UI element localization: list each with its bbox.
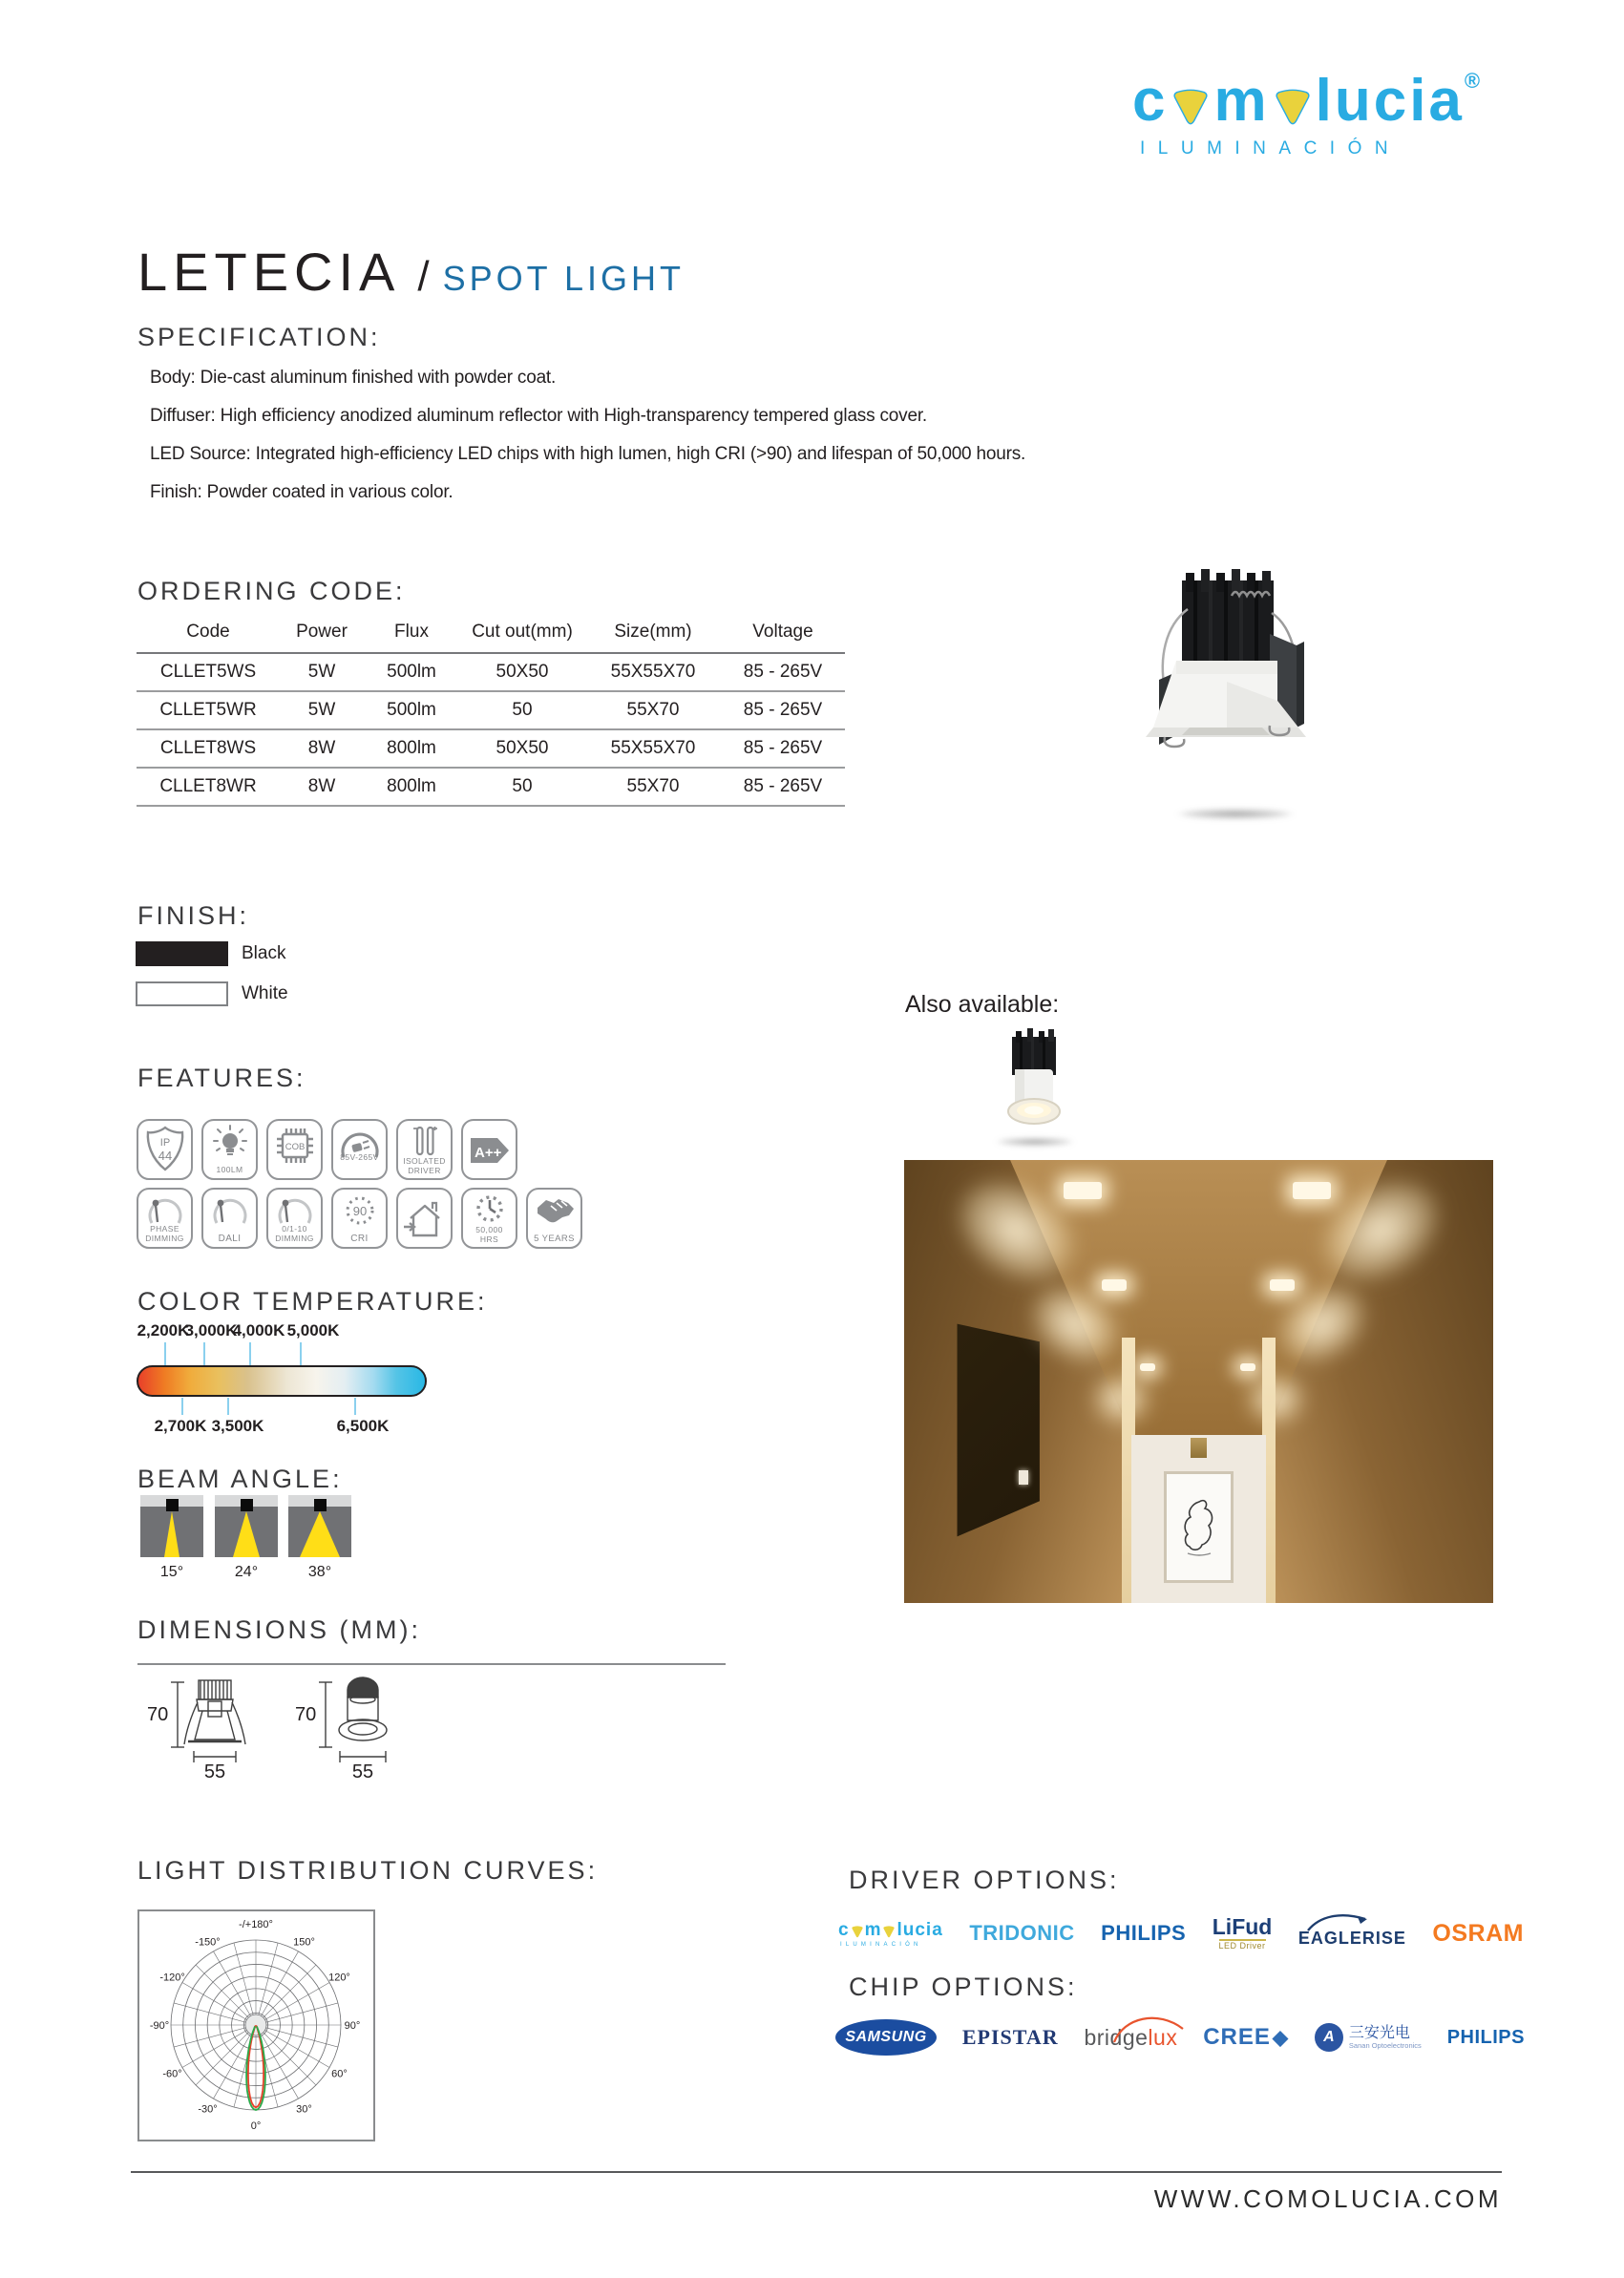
- chip-logo-samsung: SAMSUNG: [835, 2019, 937, 2056]
- svg-text:70: 70: [295, 1704, 317, 1725]
- svg-text:55: 55: [203, 1761, 226, 1782]
- table-cell: 50X50: [459, 653, 585, 691]
- svg-text:44: 44: [158, 1149, 172, 1163]
- beam-diagram-38: [288, 1495, 351, 1557]
- energy-class-icon: [461, 1119, 517, 1180]
- white-swatch: [136, 981, 228, 1006]
- ct-tick: [354, 1398, 356, 1415]
- features-heading: FEATURES:: [137, 1064, 306, 1092]
- table-cell: CLLET8WS: [137, 729, 280, 768]
- table-cell: 55X55X70: [585, 729, 721, 768]
- ordering-table: [137, 612, 845, 807]
- table-cell: 800lm: [364, 768, 459, 806]
- registered-mark: ®: [1464, 69, 1484, 93]
- product-photo-round-spotlight: [999, 1027, 1069, 1134]
- ct-label: 6,500K: [336, 1417, 390, 1435]
- driver-logo-eaglerise: EAGLERISE: [1298, 1919, 1406, 1949]
- svg-text:150°: 150°: [293, 1936, 315, 1949]
- table-cell: 50: [459, 691, 585, 729]
- table-cell: 85 - 265V: [721, 768, 845, 806]
- swatch-label: White: [242, 983, 288, 1003]
- chip-logo-sanan: A 三安光电 Sanan Optoelectronics: [1315, 2023, 1422, 2052]
- table-cell: 500lm: [364, 691, 459, 729]
- driver-logo-lifud: LiFud LED Driver: [1212, 1914, 1273, 1951]
- chip-logo-philips: PHILIPS: [1446, 2026, 1525, 2048]
- footer-rule: [131, 2171, 1502, 2173]
- driver-logo-comolucia: c m lucia ILUMINACIÓN: [838, 1919, 943, 1948]
- specification-list: [150, 359, 1025, 512]
- table-cell: 5W: [280, 653, 364, 691]
- corridor-application-photo: [904, 1160, 1493, 1603]
- svg-text:70: 70: [147, 1704, 169, 1725]
- table-cell: CLLET5WR: [137, 691, 280, 729]
- svg-text:90: 90: [352, 1204, 367, 1218]
- table-cell: 8W: [280, 768, 364, 806]
- ct-label: 4,000K: [232, 1321, 285, 1339]
- brand-logo: [1132, 67, 1483, 159]
- isolated-driver-icon: ISOLATED DRIVER: [396, 1119, 453, 1180]
- svg-text:-30°: -30°: [198, 2103, 218, 2116]
- divider-rule: [137, 1663, 726, 1665]
- ordering-code-heading: ORDERING CODE:: [137, 577, 406, 605]
- driver-logos-row: [838, 1908, 1524, 1959]
- ct-tick: [203, 1342, 205, 1365]
- specification-heading: SPECIFICATION:: [137, 323, 381, 351]
- product-name: LETECIA: [137, 242, 401, 302]
- svg-text:-120°: -120°: [159, 1972, 185, 1984]
- svg-text:55: 55: [351, 1761, 374, 1782]
- features-row-1: [137, 1119, 526, 1180]
- svg-text:120°: 120°: [328, 1972, 350, 1984]
- svg-text:30°: 30°: [296, 2103, 312, 2116]
- logo-letter: m: [1213, 68, 1270, 134]
- product-shadow: [981, 1136, 1088, 1148]
- svg-text:COB: COB: [285, 1142, 305, 1152]
- footer-url: WWW.COMOLUCIA.COM: [1153, 2184, 1502, 2213]
- warranty-handshake-icon: 5 YEARS: [526, 1188, 582, 1249]
- product-photo-square-spotlight: [1127, 567, 1332, 811]
- indoor-use-house-icon: [396, 1188, 453, 1249]
- driver-logo-tridonic: TRIDONIC: [969, 1921, 1075, 1945]
- recessed-light: [1140, 1363, 1155, 1371]
- chip-logo-epistar: EPISTAR: [961, 2025, 1059, 2049]
- finish-option-white: [136, 981, 288, 1006]
- artwork-frame: [1164, 1471, 1234, 1582]
- column-header: Voltage: [721, 612, 845, 653]
- black-swatch: [136, 941, 228, 966]
- spec-item: Body: Die-cast aluminum finished with powder coat.: [150, 368, 557, 388]
- title-separator: /: [417, 253, 430, 300]
- svg-text:-60°: -60°: [162, 2068, 182, 2080]
- table-row: [137, 653, 845, 691]
- recessed-light: [1064, 1182, 1102, 1199]
- polar-chart-box: [137, 1909, 375, 2141]
- spec-item: Diffuser: High efficiency anodized aluminum reflector with High-transparency tempered glass cover.: [150, 406, 927, 426]
- chip-logo-bridgelux: bridgelux: [1084, 2025, 1177, 2051]
- cri-icon: 90 CRI: [331, 1188, 388, 1249]
- ct-tick: [300, 1342, 302, 1365]
- ip44-shield-icon: [137, 1119, 193, 1180]
- table-cell: 55X70: [585, 768, 721, 806]
- dimension-drawing-square: [134, 1673, 296, 1782]
- table-row: [137, 768, 845, 806]
- column-header: Flux: [364, 612, 459, 653]
- table-cell: CLLET8WR: [137, 768, 280, 806]
- svg-text:A++: A++: [474, 1145, 501, 1161]
- driver-logo-philips: PHILIPS: [1101, 1921, 1187, 1945]
- recessed-light: [1270, 1279, 1295, 1291]
- lifespan-clock-icon: 50,000 HRS: [461, 1188, 517, 1249]
- beam-angle-value: 24°: [234, 1564, 259, 1580]
- beam-diagram-24: [215, 1495, 278, 1557]
- dimension-drawing-round: [282, 1673, 444, 1782]
- color-temperature-heading: COLOR TEMPERATURE:: [137, 1287, 488, 1316]
- spec-item: LED Source: Integrated high-efficiency LED chips with high lumen, high CRI (>90) and lifespan of 50,000 hours.: [150, 444, 1026, 464]
- recessed-light: [1102, 1279, 1127, 1291]
- finish-heading: FINISH:: [137, 901, 250, 930]
- table-cell: 85 - 265V: [721, 691, 845, 729]
- ct-label: 5,000K: [286, 1321, 340, 1339]
- ct-tick: [181, 1398, 183, 1415]
- table-cell: 500lm: [364, 653, 459, 691]
- artwork-sketch: [1176, 1490, 1220, 1565]
- table-cell: 50: [459, 768, 585, 806]
- product-category: SPOT LIGHT: [442, 259, 685, 298]
- logo-triangle-icon: [1171, 86, 1211, 126]
- page-title: [137, 241, 685, 303]
- table-header-row: [137, 612, 845, 653]
- polar-distribution-chart: [139, 1911, 373, 2140]
- logo-letter: c: [1132, 68, 1169, 134]
- dimensions-heading: DIMENSIONS (MM):: [137, 1615, 421, 1644]
- beam-angle-value: 15°: [159, 1564, 184, 1580]
- svg-text:-150°: -150°: [195, 1936, 221, 1949]
- svg-text:0°: 0°: [250, 2120, 262, 2132]
- light-switch: [1019, 1470, 1028, 1485]
- driver-logo-osram: OSRAM: [1432, 1919, 1524, 1947]
- sanan-mark-icon: A: [1315, 2023, 1343, 2052]
- ct-label: 3,000K: [184, 1321, 238, 1339]
- column-header: Cut out(mm): [459, 612, 585, 653]
- also-available-label: Also available:: [905, 991, 1060, 1018]
- table-cell: 55X55X70: [585, 653, 721, 691]
- svg-text:-/+180°: -/+180°: [239, 1919, 273, 1930]
- product-shadow: [1155, 807, 1316, 821]
- phase-dimming-icon: PHASE DIMMING: [137, 1188, 193, 1249]
- table-row: [137, 691, 845, 729]
- svg-text:90°: 90°: [344, 2020, 361, 2032]
- table-cell: 85 - 265V: [721, 653, 845, 691]
- beam-angle-heading: BEAM ANGLE:: [137, 1465, 343, 1493]
- recessed-light: [1293, 1182, 1331, 1199]
- table-cell: 800lm: [364, 729, 459, 768]
- diamond-icon: ◆: [1272, 2026, 1290, 2049]
- logo-triangle-icon: [1273, 86, 1313, 126]
- column-header: Code: [137, 612, 280, 653]
- ct-tick: [227, 1398, 229, 1415]
- ct-tick: [164, 1342, 166, 1365]
- driver-options-heading: DRIVER OPTIONS:: [849, 1866, 1120, 1894]
- ct-label: 3,500K: [211, 1417, 264, 1435]
- spec-item: Finish: Powder coated in various color.: [150, 482, 453, 502]
- swatch-label: Black: [242, 943, 286, 963]
- bridgelux-arc-icon: [1112, 2012, 1185, 2044]
- table-cell: 55X70: [585, 691, 721, 729]
- beam-angle-value: 38°: [307, 1564, 332, 1580]
- table-cell: 50X50: [459, 729, 585, 768]
- ct-label: 2,200K: [137, 1321, 190, 1339]
- chip-logo-cree: CREE ◆: [1203, 2024, 1290, 2050]
- table-row: [137, 729, 845, 768]
- svg-text:-90°: -90°: [149, 2020, 170, 2032]
- chip-logos-row: [835, 2013, 1525, 2062]
- chip-options-heading: CHIP OPTIONS:: [849, 1972, 1078, 2001]
- color-temperature-bar: [137, 1365, 427, 1397]
- table-cell: 5W: [280, 691, 364, 729]
- table-cell: CLLET5WS: [137, 653, 280, 691]
- ct-tick: [249, 1342, 251, 1365]
- table-cell: 85 - 265V: [721, 729, 845, 768]
- recessed-light: [1240, 1363, 1255, 1371]
- column-header: Power: [280, 612, 364, 653]
- features-row-2: [137, 1188, 591, 1249]
- dali-dimming-icon: DALI: [201, 1188, 258, 1249]
- beam-diagram-15: [140, 1495, 203, 1557]
- svg-text:60°: 60°: [331, 2068, 348, 2080]
- column-header: Size(mm): [585, 612, 721, 653]
- finish-option-black: [136, 941, 285, 966]
- ct-label: 2,700K: [154, 1417, 207, 1435]
- logo-letters: lucia: [1315, 68, 1465, 134]
- zero-one-ten-dimming-icon: 0/1-10 DIMMING: [266, 1188, 323, 1249]
- lumen-bulb-icon: 100LM: [201, 1119, 258, 1180]
- svg-text:IP: IP: [159, 1137, 170, 1149]
- pendant-light: [1191, 1438, 1207, 1458]
- voltage-range-plug-icon: 85V-265V: [331, 1119, 388, 1180]
- eagle-swoosh-icon: [1304, 1911, 1371, 1932]
- corridor-end-wall: [1131, 1435, 1267, 1603]
- cob-chip-icon: [266, 1119, 323, 1180]
- light-distribution-heading: LIGHT DISTRIBUTION CURVES:: [137, 1856, 599, 1885]
- table-cell: 8W: [280, 729, 364, 768]
- logo-subtitle: ILUMINACIÓN: [1140, 138, 1402, 158]
